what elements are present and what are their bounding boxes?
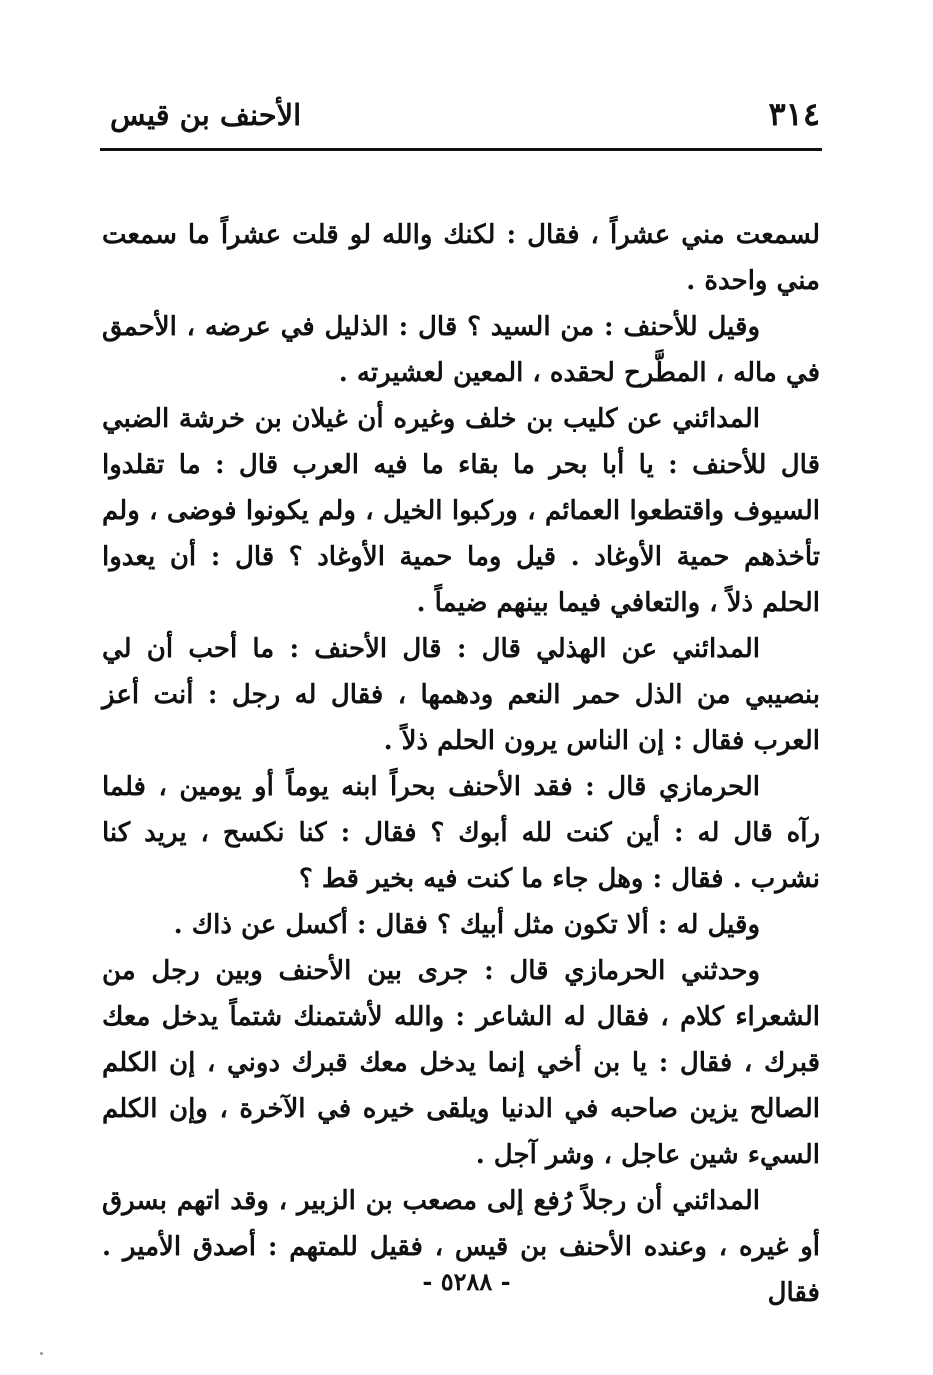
scan-speck — [40, 1352, 43, 1355]
page-header — [100, 92, 820, 152]
body-text — [102, 212, 820, 1316]
header-divider — [100, 148, 822, 151]
paragraph: وقيل له : ألا تكون مثل أبيك ؟ فقال : أكسل عن ذاك . — [173, 910, 760, 940]
paragraph-continuation: لسمعت مني عشراً ، فقال : لكنك والله لو قلت عشراً ما سمعت مني واحدة . — [102, 220, 820, 296]
paragraph: وقيل للأحنف : من السيد ؟ قال : الذليل في عرضه ، الأحمق في ماله ، المطَّرح لحقده ، المعين لعشيرته . — [102, 312, 820, 388]
running-title: الأحنف بن قيس — [110, 98, 302, 132]
paragraph: المدائني عن كليب بن خلف وغيره أن غيلان بن خرشة الضبي قال للأحنف : يا أبا بحر ما بقاء ما فيه العرب قال : ما تقلدوا السيوف واقتطعوا العمائم ، وركبوا الخيل ، ولم يكونوا فوضى ، ولم تأخذهم حمية الأوغاد . قيل وما حمية الأوغاد ؟ قال : أن يعدوا الحلم ذلاً ، والتعافي فيما بينهم ضيماً . — [102, 404, 820, 618]
paragraph: المدائني عن الهذلي قال : قال الأحنف : ما أحب أن لي بنصيبي من الذل حمر النعم ودهمها ، فقال له رجل : أنت أعز العرب فقال : إن الناس يرون الحلم ذلاً . — [102, 634, 820, 756]
paragraph: الحرمازي قال : فقد الأحنف بحراً ابنه يوماً أو يومين ، فلما رآه قال له : أين كنت لله أبوك ؟ فقال : كنا نكسح ، يريد كنا نشرب . فقال : وهل جاء ما كنت فيه بخير قط ؟ — [102, 772, 820, 894]
page-footer-marker: - ٥٢٨٨ - — [422, 1267, 511, 1296]
page-number: ٣١٤ — [768, 95, 820, 133]
paragraph: المدائني أن رجلاً رُفع إلى مصعب بن الزبير ، وقد اتهم بسرق أو غيره ، وعنده الأحنف بن قيس ، فقيل للمتهم : أصدق الأمير . فقال — [102, 1186, 820, 1308]
paragraph: وحدثني الحرمازي قال : جرى بين الأحنف وبين رجل من الشعراء كلام ، فقال له الشاعر : والله لأشتمنك شتماً يدخل معك قبرك ، فقال : يا بن أخي إنما يدخل معك قبرك دوني ، إن الكلم الصالح يزين صاحبه في الدنيا ويلقى خيره في الآخرة ، وإن الكلم السيء شين عاجل ، وشر آجل . — [102, 956, 820, 1170]
